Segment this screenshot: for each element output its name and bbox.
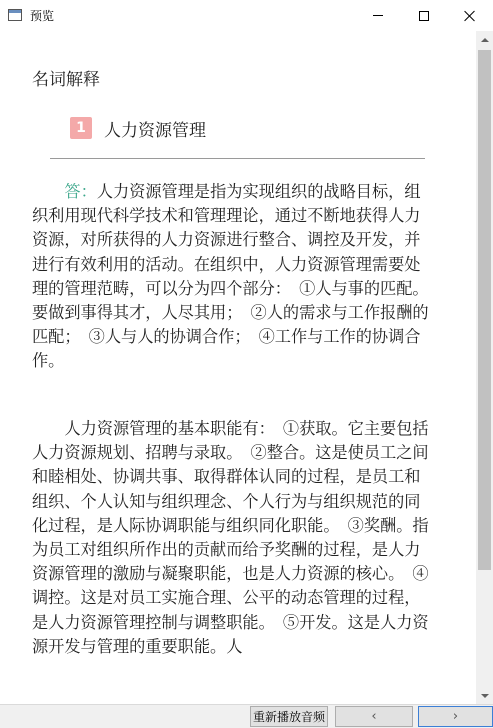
answer-paragraph-1 bbox=[32, 180, 434, 374]
scroll-up-button[interactable] bbox=[476, 31, 493, 48]
close-button[interactable] bbox=[447, 0, 493, 31]
divider bbox=[50, 158, 425, 159]
vertical-scrollbar[interactable] bbox=[476, 31, 493, 704]
answer-label: 答： bbox=[64, 182, 97, 201]
term-number-badge: 1 bbox=[70, 117, 92, 139]
window-app-icon bbox=[8, 9, 22, 21]
section-heading: 名词解释 bbox=[32, 70, 100, 90]
term-row bbox=[70, 116, 206, 140]
chevron-right-icon: › bbox=[452, 709, 459, 724]
chevron-left-icon: ‹ bbox=[371, 709, 377, 724]
maximize-icon bbox=[419, 11, 429, 21]
bottom-toolbar bbox=[0, 704, 493, 728]
next-button[interactable] bbox=[418, 706, 493, 727]
previous-button[interactable] bbox=[335, 706, 413, 727]
close-icon bbox=[464, 10, 476, 22]
answer-paragraph-2: 人力资源管理的基本职能有： ①获取。它主要包括人力资源规划、招聘与录取。 ②整合。这是使员工之间和睦相处、协调共事、取得群体认同的过程，是员工和组织、个人认知与组织理念、个人行为与组织规范的同化过程，是人际协调职能与组织同化职能。 ③奖酬。指为员工对组织所作出的贡献而给予奖酬的过程，是人力资源管理的激励与凝聚职能，也是人力资源的核心。 ④调控。这是对员工实施合理、公平的动态管理的过程，是人力资源管理控制与调整职能。 ⑤开发。这是人力资源开发与管理的重要职能。人 bbox=[32, 419, 429, 656]
window-title: 预览 bbox=[30, 9, 55, 23]
arrow-down-icon bbox=[481, 694, 489, 698]
minimize-icon bbox=[373, 15, 383, 16]
title-bar bbox=[0, 0, 493, 31]
answer-text-1: 人力资源管理是指为实现组织的战略目标，组织利用现代科学技术和管理理论，通过不断地获得人力资源，对所获得的人力资源进行整合、调控及开发，并进行有效利用的活动。在组织中，人力资源管理需要处理的管理范畴，可以分为四个部分： ①人与事的匹配。要做到事得其才，人尽其用； ②人的需求与工作报酬的匹配； ③人与人的协调合作； ④工作与工作的协调合作。 bbox=[32, 182, 429, 371]
arrow-up-icon bbox=[481, 38, 489, 42]
scroll-down-button[interactable] bbox=[476, 687, 493, 704]
term-title: 人力资源管理 bbox=[104, 120, 206, 141]
replay-audio-button[interactable]: 重新播放音频 bbox=[250, 706, 328, 727]
scroll-thumb[interactable] bbox=[478, 50, 491, 570]
minimize-button[interactable] bbox=[355, 0, 401, 31]
maximize-button[interactable] bbox=[401, 0, 447, 31]
preview-content bbox=[0, 31, 476, 704]
